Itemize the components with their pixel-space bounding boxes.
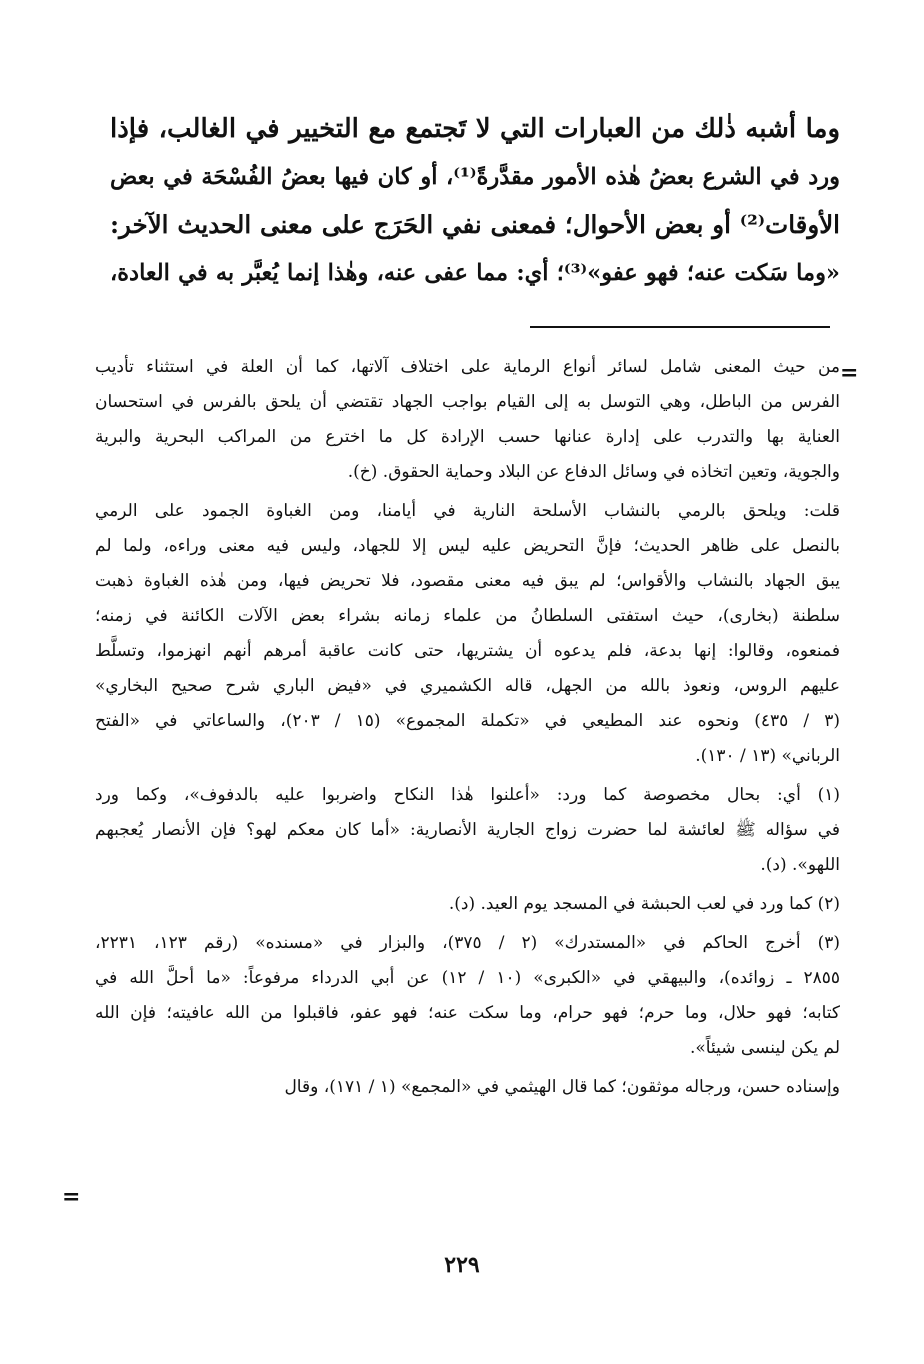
footnote-line: (٣ / ٤٣٥) ونحوه عند المطيعي في «تكملة المجموع» (١٥ / ٢٠٣)، والساعاتي في «الفتح [95,711,840,731]
footnote-line: الفرس من الباطل، وهي التوسل به إلى القيام بواجب الجهاد تقتضي أن يلحق بالفرس في استحسان [95,392,840,412]
footnote-line: (٣) أخرج الحاكم في «المستدرك» (٢ / ٣٧٥)، والبزار في «مسنده» (رقم ١٢٣، ٢٢٣١، [95,933,840,953]
footnote-line: بالنصل على ظاهر الحديث؛ فإنَّ التحريض عليه ليس إلا للجهاد، وليس فيه معنى وراءه، ولما لم [95,536,840,556]
footnote-separator [530,326,830,328]
footnote-line: ٢٨٥٥ ـ زوائده)، والبيهقي في «الكبرى» (١٠ / ١٢) عن أبي الدرداء مرفوعاً: «ما أحلَّ الله في [95,968,840,988]
footnote-line: وإسناده حسن، ورجاله موثقون؛ كما قال الهيثمي في «المجمع» (١ / ١٧١)، وقال [284,1077,840,1097]
footnote-line: العناية بها والتدرب على إدارة عنانها حسب الإرادة كل ما اخترع من المراكب البحرية والبرية [95,427,840,447]
footnote-2 [95,887,840,922]
footnote-line: سلطنة (بخارى)، حيث استفتى السلطانُ من علماء زمانه بشراء بعض الآلات الكائنة في زمنه؛ [95,606,840,626]
footnote-line: (٢) كما ورد في لعب الحبشة في المسجد يوم العيد. (د). [448,894,840,914]
footnote-line: فمنعوه، وقالوا: إنها بدعة، فلم يدعوه أن يشتريها، حتى كانت عاقبة أمرهم أنهم انهزموا، وتسلَّط [95,641,840,661]
footnote-line: الرباني» (١٣ / ١٣٠). [695,746,840,766]
footnote-line: (١) أي: بحال مخصوصة كما ورد: «أعلنوا هٰذا النكاح واضربوا عليه بالدفوف»، وكما ورد [95,785,840,805]
footnote-1 [95,778,840,883]
main-text [110,105,840,297]
page-number: ٢٢٩ [444,1252,480,1278]
footnote-continued [95,350,840,490]
footnote-line: قلت: ويلحق بالرمي بالنشاب الأسلحة النارية في أيامنا، ومن الغباوة الجمود على الرمي [95,501,840,521]
continuation-mark-top: = [840,360,859,386]
footnotes [95,350,840,1109]
footnote-line: من حيث المعنى شامل لسائر أنواع الرماية على اختلاف آلاتها، كما أن العلة في استثناء تأديب [95,357,840,377]
footnote-line: اللهو». (د). [760,855,840,875]
main-text-line: «وما سَكت عنه؛ فهو عفو»⁽³⁾؛ أي: مما عفى عنه، وهٰذا إنما يُعبَّر به في العادة، [110,260,840,286]
main-text-line: الأوقات⁽²⁾ أو بعض الأحوال؛ فمعنى نفي الحَرَج على معنى الحديث الآخر: [110,210,840,239]
main-text-line: ورد في الشرع بعضُ هٰذه الأمور مقدَّرةً⁽¹⁾، أو كان فيها بعضُ الفُسْحَة في بعض [110,164,840,190]
footnote-line: عليهم الروس، ونعوذ بالله من الجهل، قاله الكشميري في «فيض الباري شرح صحيح البخاري» [95,676,840,696]
footnote-line: والجوية، وتعين اتخاذه في وسائل الدفاع عن البلاد وحماية الحقوق. (خ). [347,462,840,482]
footnote-3-continued [95,1070,840,1105]
footnote-line: كتابه؛ فهو حلال، وما حرم؛ فهو حرام، وما سكت عنه؛ فهو عفو، فاقبلوا من الله عافيته؛ فإن الله [95,1003,840,1023]
footnote-line: في سؤاله ﷺ لعائشة لما حضرت زواج الجارية الأنصارية: «أما كان معكم لهو؟ فإن الأنصار يُعجبهم [95,820,840,840]
footnote-editor-comment [95,494,840,774]
main-text-line: وما أشبه ذٰلك من العبارات التي لا تَجتمع مع التخيير في الغالب، فإذا [110,114,840,144]
footnote-line: لم يكن لينسى شيئاً». [689,1038,840,1058]
footnote-line: يبق الجهاد بالنشاب والأقواس؛ لم يبق فيه معنى مقصود، فلا تحريض فيها، ومن هٰذه الغباوة ذهبت [95,571,840,591]
footnote-3 [95,926,840,1066]
continuation-mark-bottom: = [62,1184,81,1210]
